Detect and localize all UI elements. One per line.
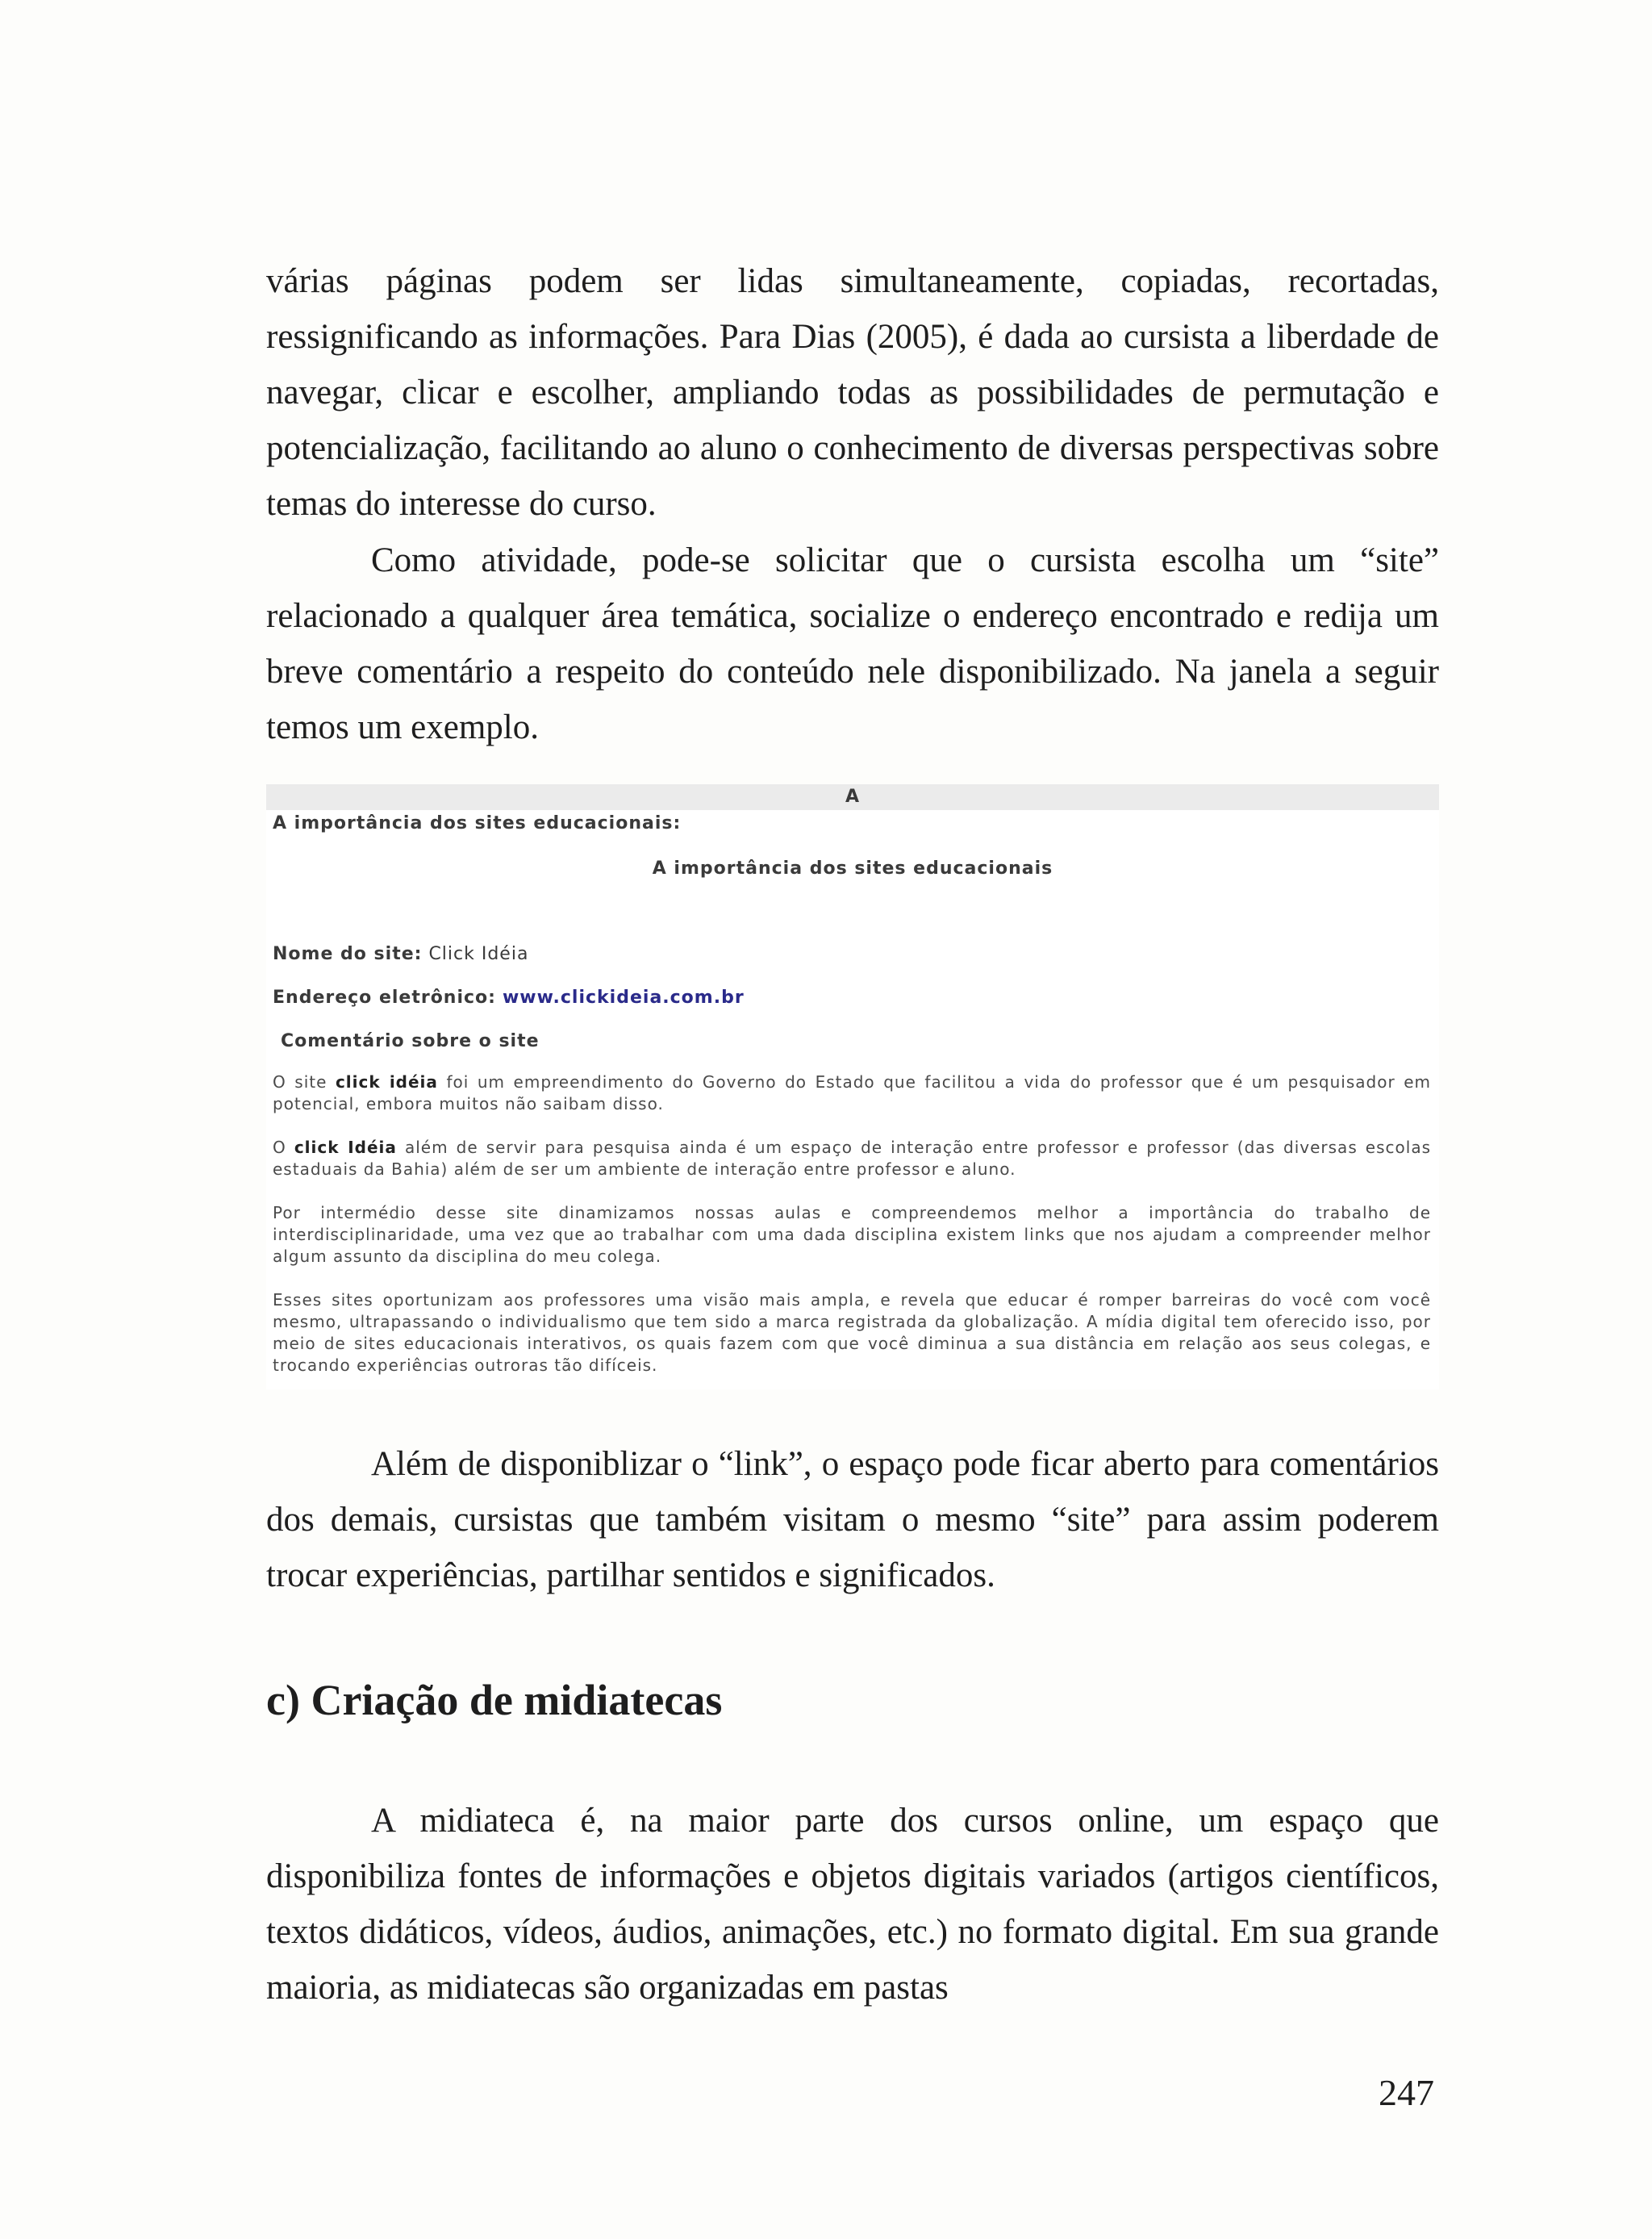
site-name-label: Nome do site: [273,944,423,964]
site-address-label: Endereço eletrônico: [273,988,496,1008]
website-title-left: A importância dos sites educacionais: [273,813,682,833]
paragraph-intro: várias páginas podem ser lidas simultaneamente, copiadas, recortadas, ressignificando as informações. Para Dias (2005), é dada ao cursista a liberdade de navegar, clicar e escolher, ampliando todas as possibilidades de permutação e potencialização, facilitando ao aluno o conhecimento de diversas perspectivas sobre temas do interesse do curso. [266,262,1439,523]
website-title-center: A importância dos sites educacionais [652,858,1053,879]
site-name-bold: click Idéia [294,1138,397,1157]
paragraph-link: Além de disponiblizar o “link”, o espaço pode ficar aberto para comentários dos demais, cursistas que também visitam o mesmo “site” para assim poderem trocar experiências, partilhar sentidos e significados. [266,1445,1439,1594]
comment-paragraph-3: Por intermédio desse site dinamizamos nossas aulas e compreendemos melhor a importância do trabalho de interdisciplinaridade, uma vez que ao trabalhar com uma dada disciplina existem links que nos ajudam a compreender melhor algum assunto da disciplina do meu colega. [273,1203,1431,1266]
page-number: 247 [1379,2072,1434,2113]
website-header-bar: A [266,784,1439,810]
comment-paragraph-4: Esses sites oportunizam aos professores uma visão mais ampla, e revela que educar é romper barreiras do você com você mesmo, ultrapassando o individualismo que tem sido a marca registrada da globalização. A mídia digital tem oferecido isso, por meio de sites educacionais interativos, os quais fazem com que você diminua a sua distância em relação aos seus colegas, e trocando experiências outroras tão difíceis. [273,1290,1431,1375]
site-name-value: Click Idéia [428,944,529,964]
site-address-row [273,988,745,1008]
comment-paragraph-2: O click Idéia além de servir para pesquisa ainda é um espaço de interação entre professor e professor (das diversas escolas estaduais da Bahia) além de ser um ambiente de interação entre professor e aluno. [273,1138,1432,1179]
comment-title: Comentário sobre o site [281,1031,540,1051]
site-name-row [273,944,528,964]
site-name-bold: click idéia [335,1072,438,1092]
book-page [266,0,1439,2239]
paragraph-midiateca: A midiateca é, na maior parte dos cursos online, um espaço que disponibiliza fontes de informações e objetos digitais variados (artigos científicos, textos didáticos, vídeos, áudios, animações, etc.) no formato digital. Em sua grande maioria, as midiatecas são organizadas em pastas [266,1802,1439,2007]
section-heading: c) Criação de midiatecas [266,1676,723,1724]
site-address-link[interactable]: www.clickideia.com.br [502,988,745,1008]
paragraph-activity: Como atividade, pode-se solicitar que o cursista escolha um “site” relacionado a qualquer área temática, socialize o endereço encontrado e redija um breve comentário a respeito do conteúdo nele disponibilizado. Na janela a seguir temos um exemplo. [266,541,1439,746]
comment-paragraph-1: O site click idéia foi um empreendimento do Governo do Estado que facilitou a vida do professor que é um pesquisador em potencial, embora muitos não saibam disso. [273,1072,1431,1113]
website-screenshot [266,784,1439,1389]
